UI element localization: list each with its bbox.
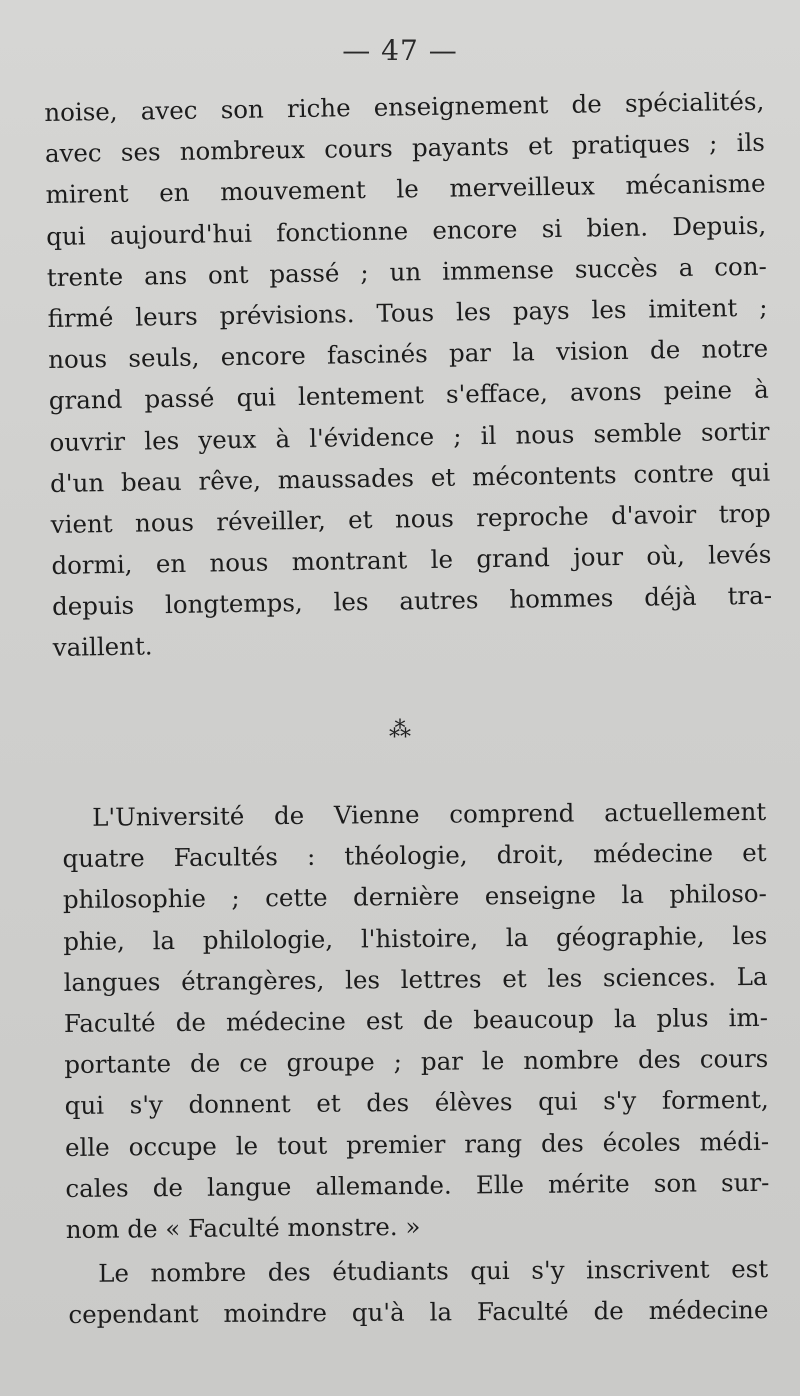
text-line: grand passé qui lentement s'efface, avons peine à: [48, 374, 769, 416]
text-line: Le nombre des étudiants qui s'y inscrivent est: [98, 1254, 769, 1288]
text-line: qui aujourd'hui fonctionne encore si bien. Depuis,: [46, 210, 767, 251]
text-line: mirent en mouvement le merveilleux mécanisme: [45, 169, 766, 210]
text-line: dormi, en nous montrant le grand jour où, levés: [51, 539, 772, 581]
text-line: Faculté de médecine est de beaucoup la plus im-: [63, 1002, 769, 1038]
text-line: avec ses nombreux cours payants et pratiques ; ils: [44, 127, 766, 169]
text-line: nous seuls, encore fascinés par la vision de notre: [47, 333, 769, 375]
text-line: portante de ce groupe ; par le nombre des cours: [64, 1043, 769, 1080]
text-line: noise, avec son riche enseignement de spécialités,: [44, 86, 765, 127]
text-line: firmé leurs prévisions. Tous les pays les imitent ;: [47, 292, 768, 333]
text-line: depuis longtemps, les autres hommes déjà tra-: [51, 580, 773, 622]
text-line: L'Université de Vienne comprend actuellement: [92, 796, 767, 832]
text-line: quatre Facultés : théologie, droit, médecine et: [62, 838, 767, 874]
text-line: phie, la philologie, l'histoire, la géographie, les: [63, 920, 768, 956]
text-line: trente ans ont passé ; un immense succès a con-: [46, 251, 768, 292]
text-line: cales de langue allemande. Elle mérite son sur-: [65, 1167, 770, 1203]
text-line: ouvrir les yeux à l'évidence ; il nous semble sortir: [49, 416, 770, 457]
text-line: cependant moindre qu'à la Faculté de médecine: [68, 1295, 769, 1330]
text-line: philosophie ; cette dernière enseigne la philoso-: [62, 879, 767, 915]
page-number: — 47 —: [342, 34, 458, 67]
text-line: elle occupe le tout premier rang des écoles médi-: [64, 1126, 770, 1162]
paragraph-university: [62, 791, 770, 1250]
text-line: d'un beau rêve, maussades et mécontents contre qui: [49, 457, 771, 498]
text-line: vaillent.: [52, 631, 153, 663]
paragraph-students: [68, 1248, 769, 1335]
text-line: qui s'y donnent et des élèves qui s'y forment,: [64, 1085, 769, 1121]
text-line: nom de « Faculté monstre. »: [65, 1211, 421, 1244]
text-line: vient nous réveiller, et nous reproche d'avoir trop: [50, 498, 771, 539]
section-separator: ⁂: [389, 718, 411, 743]
text-line: langues étrangères, les lettres et les sciences. La: [63, 961, 768, 997]
paragraph-continued: [44, 81, 773, 669]
